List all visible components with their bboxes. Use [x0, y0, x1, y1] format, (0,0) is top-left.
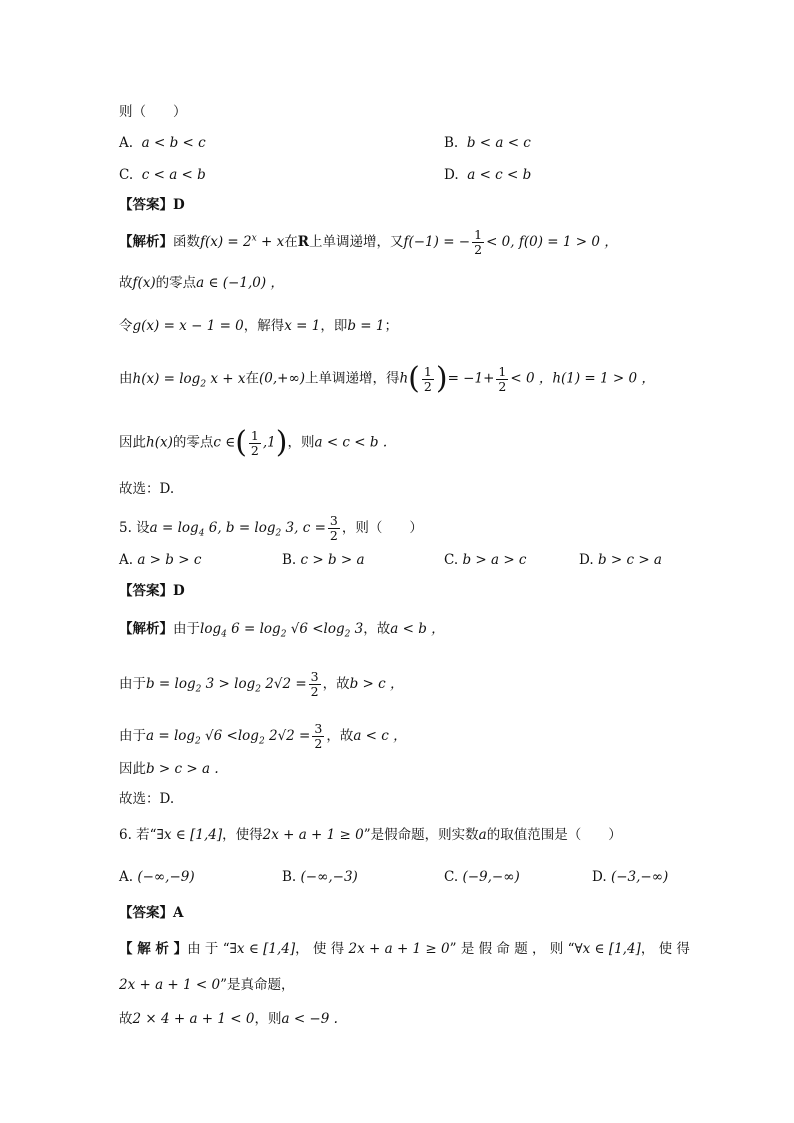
q4-analysis-line-2: 故f(x)的零点a ∈ (−1,0) ， — [119, 275, 284, 291]
q6-analysis-line-3: 故2 × 4 + a + 1 < 0，则a < −9 . — [119, 1011, 338, 1027]
q5-option-b: B. c > b > a — [282, 552, 365, 568]
fraction: $\frac{3}{2}$ — [329, 513, 338, 543]
q5-analysis-line-4: 因此b > c > a . — [119, 761, 219, 777]
fraction: $\frac{1}{2}$ — [423, 363, 432, 394]
math: f(−1) = − — [403, 234, 471, 250]
q4-option-c — [119, 166, 206, 184]
q4-conclusion: 故选：D. — [119, 481, 175, 497]
fraction: $\frac{1}{2}$ — [474, 227, 483, 257]
option-expr: a < c < b — [467, 167, 532, 183]
q6-analysis-line-1: 【 解 析 】由 于 “∃x ∈ [1,4]， 使 得 2x + a + 1 ≥ 0” 是 假 命 题 ， 则 “∀x ∈ [1,4]， 使 得 — [119, 941, 690, 957]
fraction: $\frac{3}{2}$ — [314, 721, 323, 751]
q4-analysis-line-1 — [119, 228, 618, 257]
analysis-tag: 【解析】 — [119, 234, 173, 250]
fraction: $\frac{1}{2}$ — [498, 363, 507, 394]
q5-analysis-line-1: 【解析】由于$\log_4 6 = \log_2 √6 <\log_2$ 3，故a < b ， — [119, 621, 445, 640]
option-letter: C. — [119, 167, 134, 183]
q6-analysis-line-2: 2x + a + 1 < 0”是真命题， — [119, 977, 295, 993]
option-letter: B. — [444, 135, 459, 151]
q6-option-d: D. (−3,−∞) — [592, 869, 669, 885]
q5-conclusion: 故选：D. — [119, 791, 175, 807]
fraction: $\frac{1}{2}$ — [250, 427, 259, 458]
q6-answer: 【答案】A — [119, 905, 184, 921]
text: 函数 — [173, 234, 200, 250]
option-letter: A. — [119, 135, 134, 151]
fraction: $\frac{3}{2}$ — [310, 669, 319, 699]
real-set-symbol: R — [297, 234, 309, 250]
q5-option-a: A. a > b > c — [119, 552, 202, 568]
option-expr: a < b < c — [141, 135, 206, 151]
q4-analysis-line-3: 令g(x) = x − 1 = 0，解得x = 1，即b = 1； — [119, 318, 398, 334]
q4-option-a — [119, 134, 206, 152]
q4-option-d — [444, 166, 531, 184]
q4-analysis-line-4: 由$h(x) = \log_2 x + x$在(0,+∞)上单调递增，得h( $\frac{1}{2}$ )= −1+ $\frac{1}{2}$ < 0 ，h(1) = 1 > 0 ， — [119, 361, 655, 396]
math: $f(x) = 2^x + x$ — [200, 233, 285, 250]
q4-stem: 则（ ） — [119, 104, 187, 120]
q4-option-b — [444, 134, 531, 152]
q5-analysis-line-2: 由于$b = \log_2 3 > \log_2 2√2$ = $\frac{3}{2}$ ，故b > c ， — [119, 669, 404, 699]
q6-option-b: B. (−∞,−3) — [282, 869, 358, 885]
q4-answer: 【答案】D — [119, 197, 185, 213]
q5-option-d: D. b > c > a — [579, 552, 662, 568]
q6-stem: 6. 若“∃x ∈ [1,4]，使得2x + a + 1 ≥ 0”是假命题，则实数a的取值范围是（ ） — [119, 827, 622, 843]
q6-option-c: C. (−9,−∞) — [444, 869, 520, 885]
q4-analysis-line-5: 因此h(x)的零点c ∈( $\frac{1}{2}$ ,1)，则a < c < b . — [119, 425, 388, 460]
math: < 0, f(0) = 1 > 0 ， — [486, 234, 618, 250]
q5-option-c: C. b > a > c — [444, 552, 527, 568]
q5-stem: 5. 设$a = \log_4 6$, $b = \log_2 3$, c = $\frac{3}{2}$ ，则（ ） — [119, 513, 423, 543]
option-expr: b < a < c — [466, 135, 531, 151]
option-expr: c < a < b — [141, 167, 206, 183]
text: 在 — [284, 234, 298, 250]
text: 上单调递增，又 — [308, 234, 404, 250]
q5-analysis-line-3: 由于$a = \log_2 √6 <\log_2$ 2√2 = $\frac{3}{2}$ ，故a < c ， — [119, 721, 407, 751]
option-letter: D. — [444, 167, 459, 183]
q5-answer: 【答案】D — [119, 583, 185, 599]
q6-option-a: A. (−∞,−9) — [119, 869, 195, 885]
